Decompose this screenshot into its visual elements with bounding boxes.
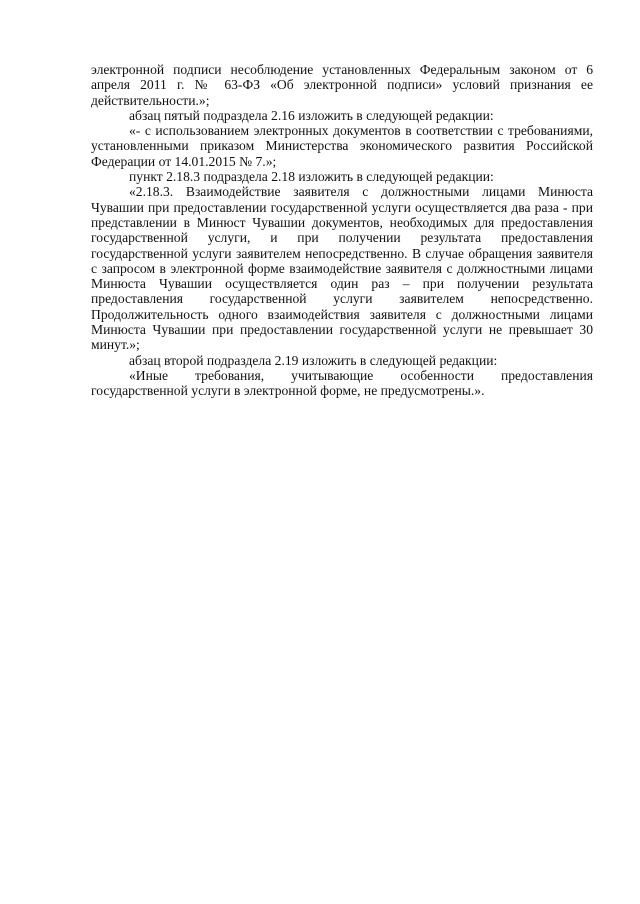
paragraph-electronic-signature-end: электронной подписи несоблюдение установленных Федеральным законом от 6 апреля 2011 г. № 63-ФЗ «Об электронной подписи» условий признания ее действительности.»; [91, 62, 593, 108]
paragraph-amend-2-19-intro: абзац второй подраздела 2.19 изложить в следующей редакции: [129, 352, 498, 368]
paragraph-amend-2-19-text: «Иные требования, учитывающие особенности предоставления государственной услуги в электронной форме, не предусмотрены.». [91, 367, 593, 399]
paragraph-amend-2-16-intro: абзац пятый подраздела 2.16 изложить в следующей редакции: [129, 107, 494, 123]
paragraph-amend-2-18-3-intro: пункт 2.18.3 подраздела 2.18 изложить в следующей редакции: [129, 169, 494, 185]
document-page [91, 62, 593, 399]
paragraph-amend-2-18-3-text: «2.18.3. Взаимодействие заявителя с должностными лицами Минюста Чувашии при предоставлении государственной услуги осуществляется два раза - при представлении в Минюст Чувашии документов, необходимых для предоставления государственной услуги, и при получении результата предоставления государственной услуги заявителем непосредственно. В случае обращения заявителя с запросом в электронной форме взаимодействие заявителя с должностными лицами Минюста Чувашии осуществляется один раз – при получении результата предоставления государственной услуги заявителем непосредственно. Продолжительность одного взаимодействия заявителя с должностными лицами Минюста Чувашии при предоставлении государственной услуги не превышает 30 минут.»; [91, 184, 593, 353]
paragraph-amend-2-16-text: «- с использованием электронных документов в соответствии с требованиями, установленными приказом Министерства экономического развития Российской Федерации от 14.01.2015 № 7.»; [91, 123, 593, 169]
